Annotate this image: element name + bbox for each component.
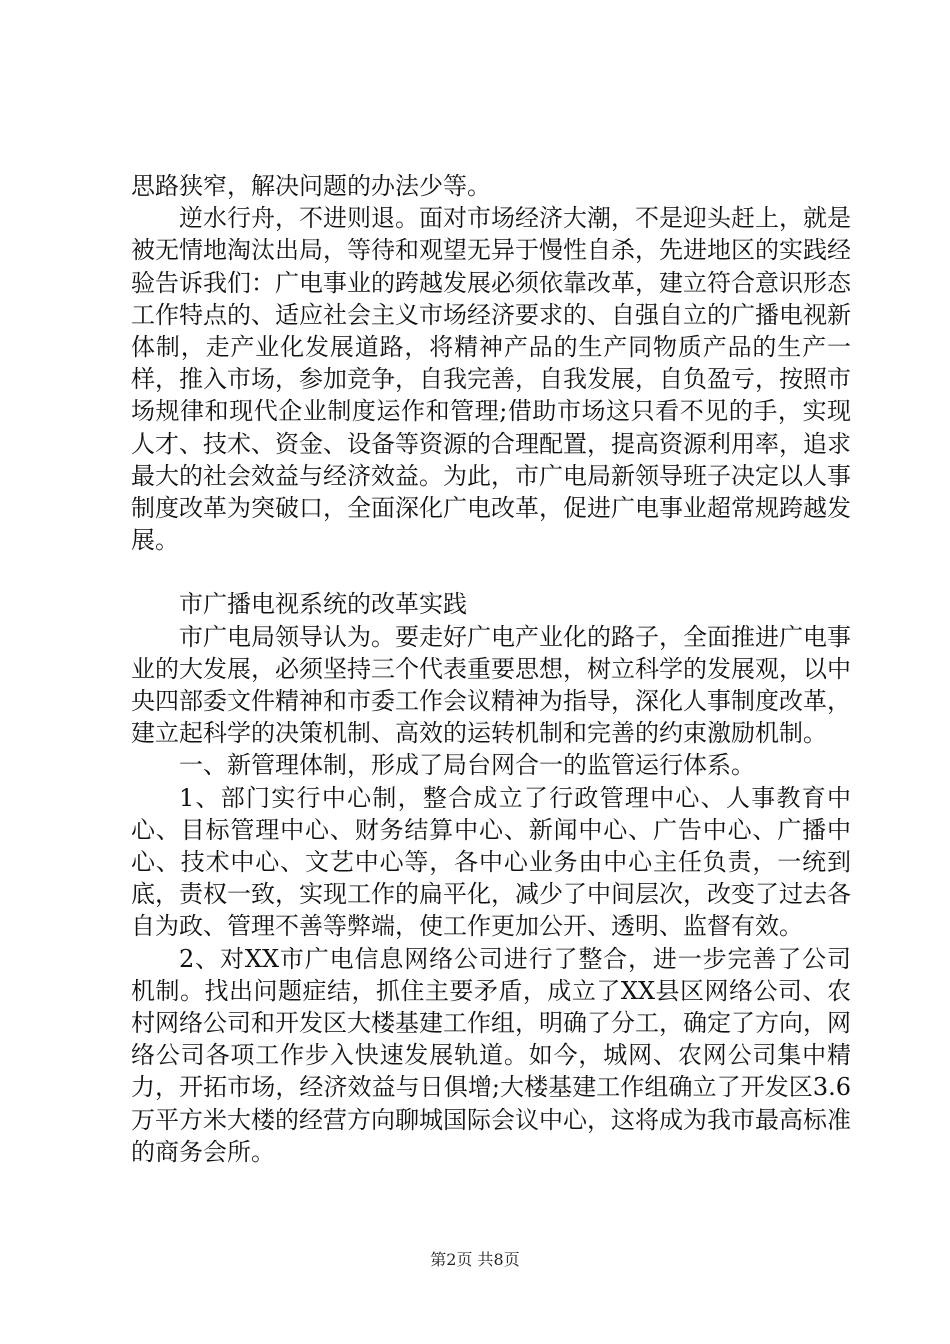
section-heading: 市广播电视系统的改革实践 bbox=[179, 590, 467, 619]
paragraph-center-system: 1、部门实行中心制，整合成立了行政管理中心、人事教育中心、目标管理中心、财务结算中心、新闻中心、广告中心、广播中心、技术中心、文艺中心等，各中心业务由中心主任负责，一统到底，责权一致，实现工作的扁平化，减少了中间层次，改变了过去各自为政、管理不善等弊端，使工作更加公开、透明、监督有效。 bbox=[131, 783, 851, 941]
paragraph-network-company: 2、对XX市广电信息网络公司进行了整合，进一步完善了公司机制。找出问题症结，抓住主要矛盾，成立了XX县区网络公司、农村网络公司和开发区大楼基建工作组，明确了分工，确定了方向，网络公司各项工作步入快速发展轨道。如今，城网、农网公司集中精力，开拓市场，经济效益与日俱增;大楼基建工作组确立了开发区3.6万平方米大楼的经营方向聊城国际会议中心，这将成为我市最高标准的商务会所。 bbox=[131, 944, 851, 1166]
page-number-footer: 第2页 共8页 bbox=[430, 1250, 520, 1269]
paragraph-leadership-view: 市广电局领导认为。要走好广电产业化的路子，全面推进广电事业的大发展，必须坚持三个代表重要思想，树立科学的发展观，以中央四部委文件精神和市委工作会议精神为指导，深化人事制度改革，建立起科学的决策机制、高效的运转机制和完善的约束激励机制。 bbox=[131, 622, 851, 748]
section-spacer bbox=[131, 556, 851, 588]
document-body bbox=[131, 170, 851, 1168]
paragraph-management-system: 一、新管理体制，形成了局台网合一的监管运行体系。 bbox=[179, 751, 755, 780]
paragraph-reform-necessity: 逆水行舟，不进则退。面对市场经济大潮，不是迎头赶上，就是被无情地淘汰出局，等待和观望无异于慢性自杀，先进地区的实践经验告诉我们：广电事业的跨越发展必须依靠改革，建立符合意识形态工作特点的、适应社会主义市场经济要求的、自强自立的广播电视新体制，走产业化发展道路，将精神产品的生产同物质产品的生产一样，推入市场，参加竞争，自我完善，自我发展，自负盈亏，按照市场规律和现代企业制度运作和管理;借助市场这只看不见的手，实现人才、技术、资金、设备等资源的合理配置，提高资源利用率，追求最大的社会效益与经济效益。为此，市广电局新领导班子决定以人事制度改革为突破口，全面深化广电改革，促进广电事业超常规跨越发展。 bbox=[131, 204, 851, 555]
paragraph-continuation: 思路狭窄，解决问题的办法少等。 bbox=[131, 172, 491, 200]
